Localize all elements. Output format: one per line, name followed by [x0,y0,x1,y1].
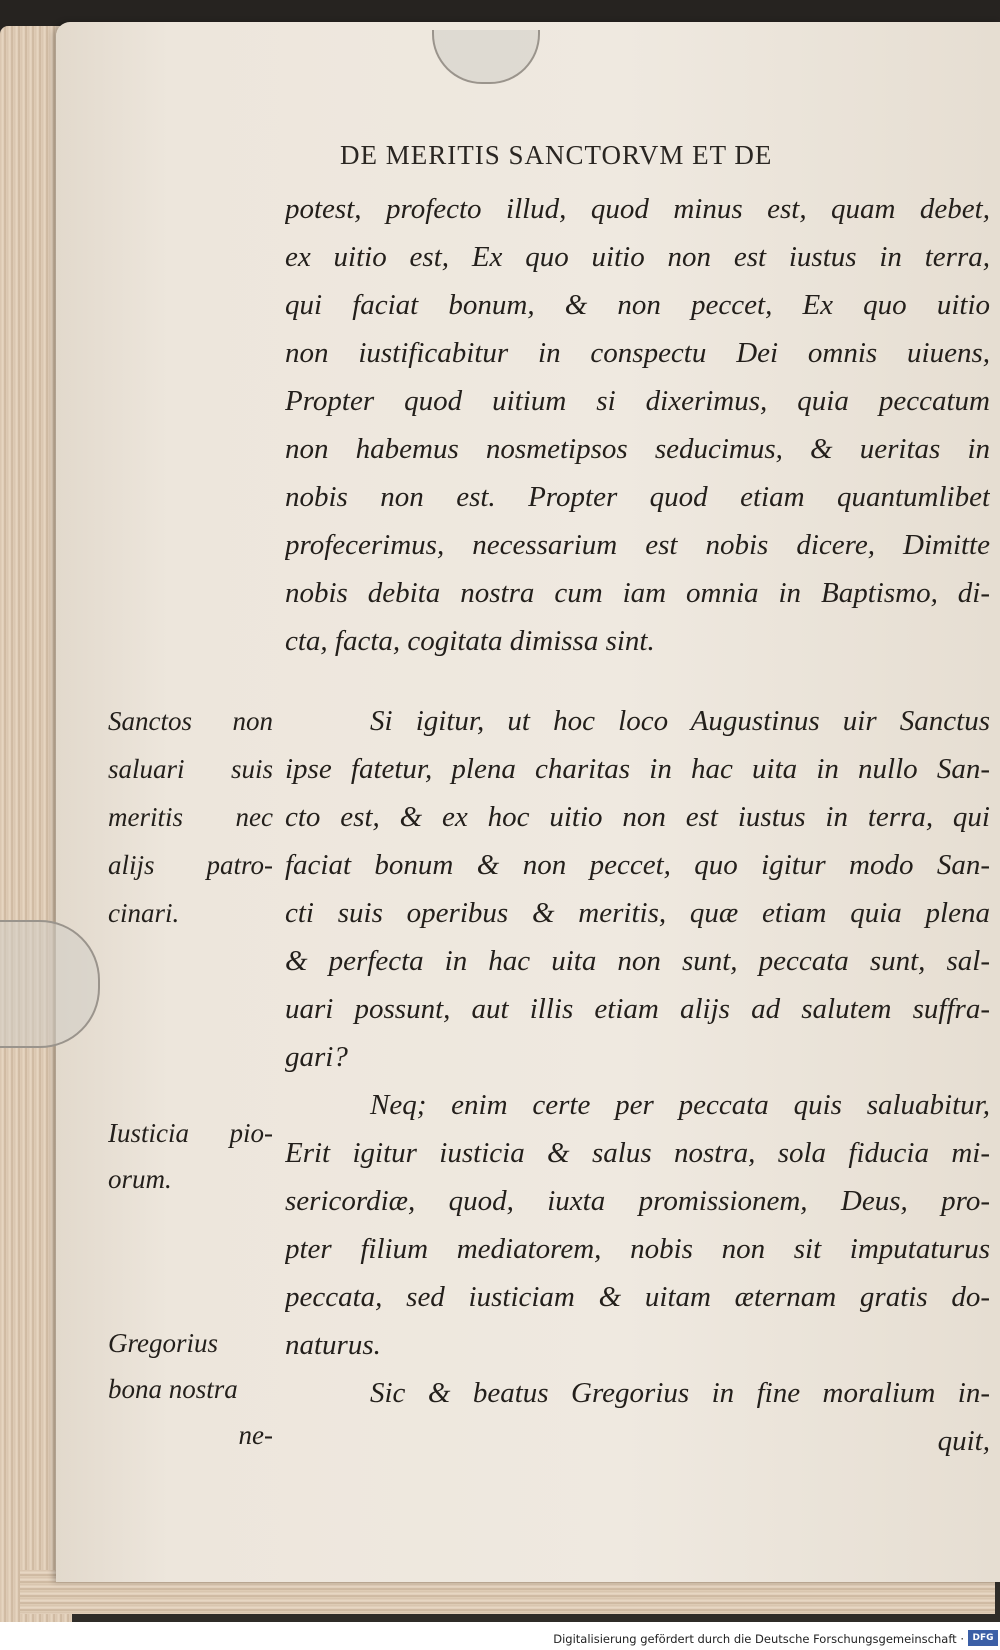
margin-note-line: Iusticia pio- [108,1118,273,1148]
text-line: Neq; enim certe per peccata quis saluabitur, [370,1089,990,1121]
text-line: gari? [285,1041,348,1073]
margin-note-line: Gregorius [108,1328,219,1358]
text-line: Sic & beatus Gregorius in fine moralium in- [370,1377,990,1409]
text-line: Si igitur, ut hoc loco Augustinus uir Sanctus [370,705,990,737]
catchword: quit, [937,1425,990,1457]
text-line: peccata, sed iusticiam & uitam æternam gratis do- [285,1281,990,1313]
text-line: & perfecta in hac uita non sunt, peccata sunt, sal- [285,945,990,977]
margin-note-line: saluari suis [108,754,273,784]
text-line: Propter quod uitium si dixerimus, quia peccatum [285,385,990,417]
text-line: ex uitio est, Ex quo uitio non est iustus in terra, [285,241,990,273]
text-line: nobis debita nostra cum iam omnia in Baptismo, di- [285,577,990,609]
text-line: naturus. [285,1329,381,1361]
text-line: cto est, & ex hoc uitio non est iustus in terra, qui [285,801,990,833]
margin-note-line: bona nostra [108,1374,238,1404]
text-line: potest, profecto illud, quod minus est, quam debet, [285,193,990,225]
text-line: cti suis operibus & meritis, quæ etiam quia plena [285,897,990,929]
text-line: pter filium mediatorem, nobis non sit imputaturus [285,1233,990,1265]
margin-note-line: meritis nec [108,802,273,832]
running-header: DE MERITIS SANCTORVM ET DE [340,140,773,170]
text-line: profecerimus, necessarium est nobis dicere, Dimitte [285,529,990,561]
text-line: non habemus nosmetipsos seducimus, & ueritas in [285,433,990,465]
text-line: faciat bonum & non peccet, quo igitur modo San- [285,849,990,881]
margin-note-line: alijs patro- [108,850,273,880]
margin-note-line: ne- [238,1420,273,1450]
text-line: uari possunt, aut illis etiam alijs ad salutem suffra- [285,993,990,1025]
text-line: sericordiæ, quod, iuxta promissionem, Deus, pro- [285,1185,990,1217]
text-line: qui faciat bonum, & non peccet, Ex quo uitio [285,289,990,321]
text-line: ipse fatetur, plena charitas in hac uita in nullo San- [285,753,990,785]
text-line: non iustificabitur in conspectu Dei omnis uiuens, [285,337,990,369]
text-line: Erit igitur iusticia & salus nostra, sola fiducia mi- [285,1137,990,1169]
dfg-logo: DFG [968,1630,998,1646]
margin-note-line: cinari. [108,898,180,928]
margin-note-line: Sanctos non [108,706,273,736]
digitization-credit: Digitalisierung gefördert durch die Deutsche Forschungsgemeinschaft · [553,1632,964,1646]
text-line: nobis non est. Propter quod etiam quantumlibet [285,481,990,513]
text-line: cta, facta, cogitata dimissa sint. [285,625,655,657]
margin-note-line: orum. [108,1164,172,1194]
